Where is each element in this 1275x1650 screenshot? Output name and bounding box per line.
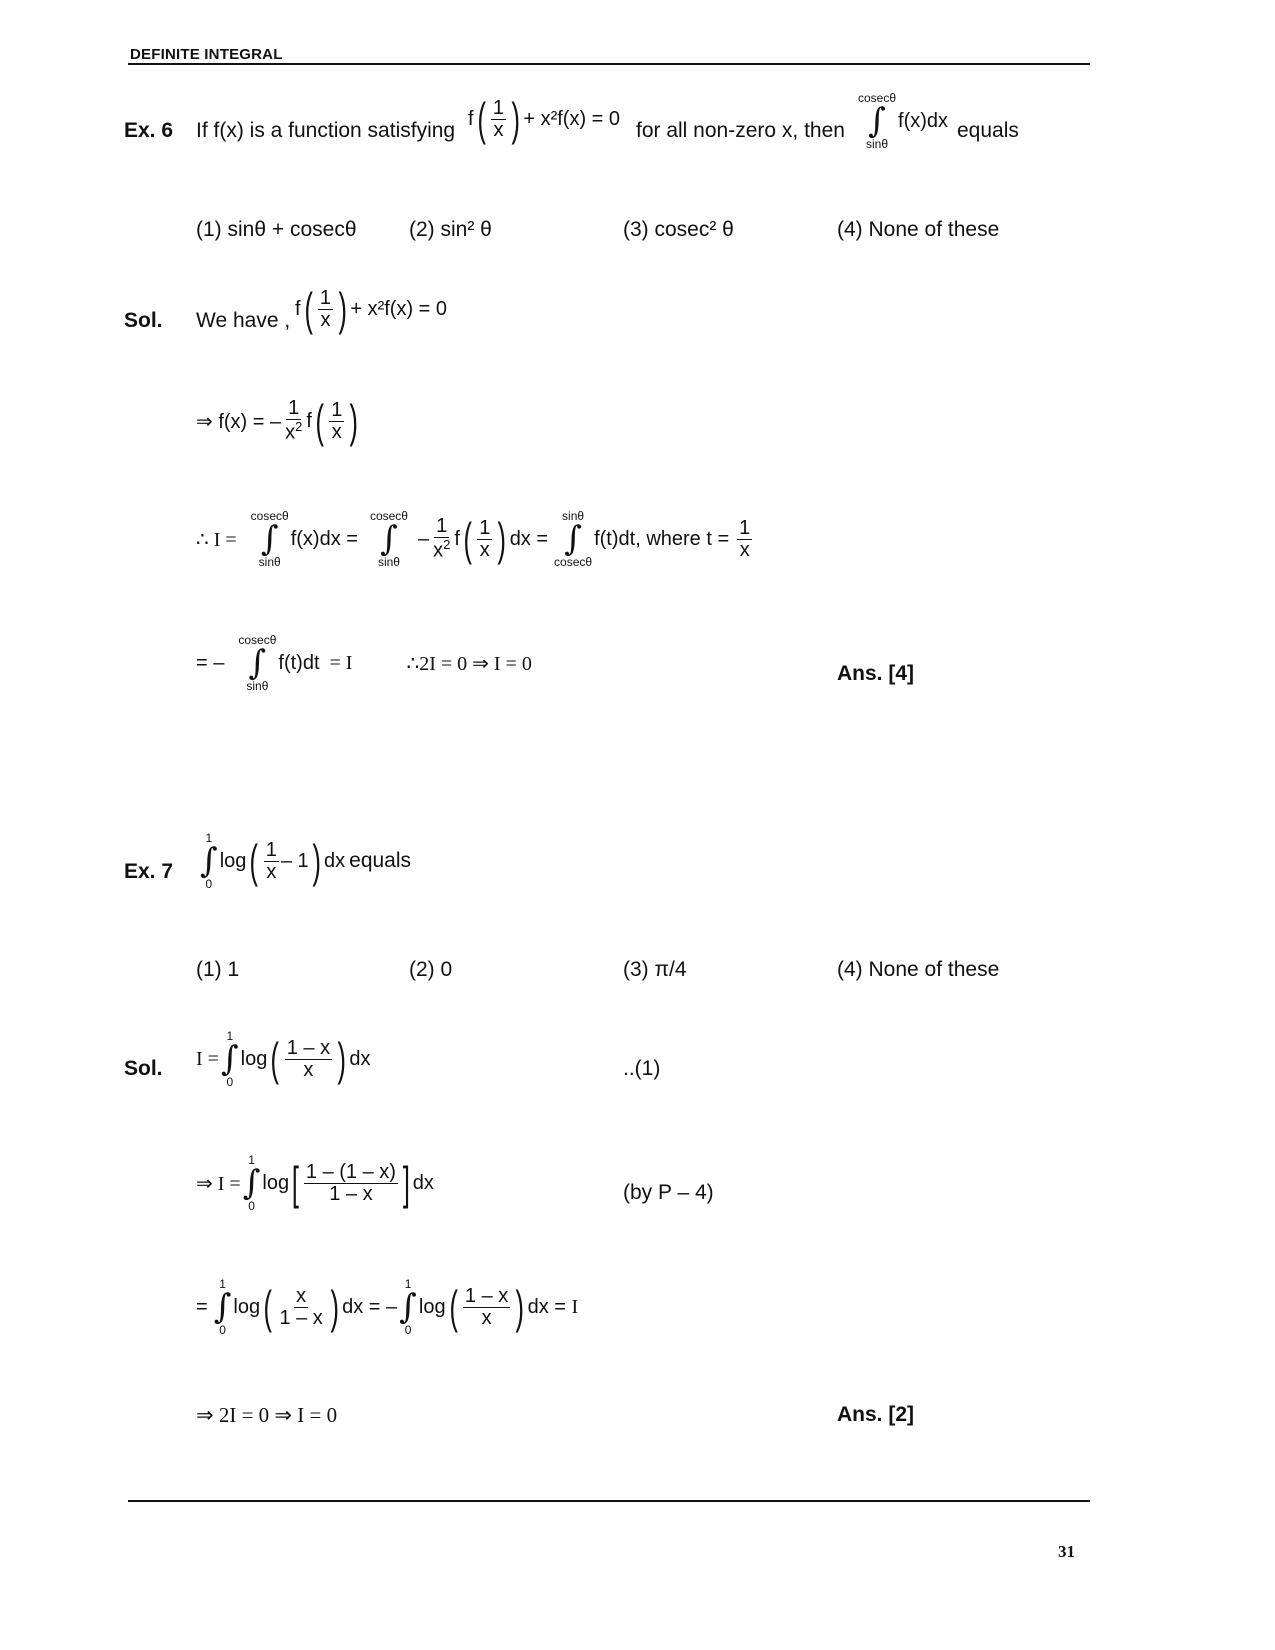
ex6-integrand: f(x)dx (898, 109, 949, 132)
ex6-text3: equals (957, 119, 1019, 142)
ex7-option-1: (1) 1 (196, 958, 240, 981)
ex6-answer: Ans. [4] (837, 662, 915, 685)
ex6-sol-label: Sol. (124, 309, 163, 332)
ex6-integral: cosecθ ∫ sinθ f(x)dx (858, 91, 949, 151)
ex6-step4-conclusion: ∴2I = 0 ⇒ I = 0 (406, 652, 532, 675)
ex7-label: Ex. 7 (124, 860, 174, 883)
ex6-option-3: (3) cosec² θ (623, 218, 734, 241)
ex7-option-3: (3) π/4 (623, 958, 687, 981)
ex6-functional-eq: f ( $\frac{1}{x}$ ) + x²f(x) = 0 (468, 93, 621, 145)
header-rule (128, 63, 1090, 65)
ex7-step-3: = 1 ∫ 0 log ( $\frac{x}{1 - x}$ ) dx = – 1 ∫ 0 log ( $\frac{1 - x}{x}$ ) dx = I (196, 1277, 579, 1337)
ex6-step-3: ∴ I = cosecθ ∫ sinθ f(x)dx = cosecθ ∫ sinθ – $\frac{1}{x^2}$ f ( $\frac{1}{x}$ ) dx = sinθ ∫ cosecθ f(t)dt , where t = $\frac{1}{x}$ (196, 509, 751, 569)
ex7-step-2: ⇒ I = 1 ∫ 0 log [ $\frac{1 - (1 - x)}{1 - x}$ ] dx (196, 1153, 434, 1213)
ex7-integral: 1 ∫ 0 log ( $\frac{1}{x}$ – 1 ) dx equals (200, 831, 412, 891)
running-header: DEFINITE INTEGRAL (130, 46, 283, 63)
ex6-step-2: ⇒ f(x) = – $\frac{1}{x^2}$ f ( $\frac{1}{x}$ ) (196, 395, 359, 447)
ex6-text1: If f(x) is a function satisfying (196, 119, 456, 142)
ex6-eq-rest: + x²f(x) = 0 (523, 107, 621, 130)
ex7-step-4: ⇒ 2I = 0 ⇒ I = 0 (196, 1403, 338, 1427)
ex6-step4-lead: = – (196, 651, 225, 674)
footer-rule (128, 1500, 1090, 1502)
ex7-step2-lead: ⇒ I = (196, 1172, 241, 1195)
ex6-option-4: (4) None of these (837, 218, 1000, 241)
ex6-sol-eq: f ( $\frac{1}{x}$ ) + x²f(x) = 0 (295, 283, 448, 335)
ex6-we-have: We have , (196, 309, 291, 332)
ex6-option-2: (2) sin² θ (409, 218, 492, 241)
ex6-step4-eqI: = I (329, 651, 353, 674)
ex7-ref-1: ..(1) (623, 1057, 661, 1080)
ex6-upper-limit: cosecθ (858, 91, 897, 105)
ex6-step3-lead: ∴ I = (196, 528, 237, 551)
ex7-step1-lead: I = (196, 1047, 219, 1070)
ex6-step4-mid: f(t)dt (278, 651, 320, 674)
ex6-option-1: (1) sinθ + cosecθ (196, 218, 357, 241)
ex6-step3-where: , where t = (635, 527, 730, 550)
ex6-text2: for all non-zero x, then (636, 119, 845, 142)
ex7-ref-2: (by P – 4) (623, 1181, 714, 1204)
ex6-label: Ex. 6 (124, 119, 174, 142)
ex6-lower-limit: sinθ (866, 137, 889, 151)
ex6-sol-eq-rest: + x²f(x) = 0 (350, 297, 448, 320)
ex7-option-2: (2) 0 (409, 958, 453, 981)
ex7-answer: Ans. [2] (837, 1403, 915, 1426)
ex7-step-1: I = 1 ∫ 0 log ( $\frac{1 - x}{x}$ ) dx (196, 1029, 371, 1089)
ex7-equals: equals (349, 849, 412, 872)
page-number: 31 (1058, 1542, 1075, 1561)
ex7-sol-label: Sol. (124, 1057, 163, 1080)
ex6-step-4: = – cosecθ ∫ sinθ f(t)dt = I ∴2I = 0 ⇒ I = 0 (196, 633, 532, 693)
ex6-step2-lead: ⇒ f(x) = – (196, 410, 282, 433)
ex7-option-4: (4) None of these (837, 958, 1000, 981)
